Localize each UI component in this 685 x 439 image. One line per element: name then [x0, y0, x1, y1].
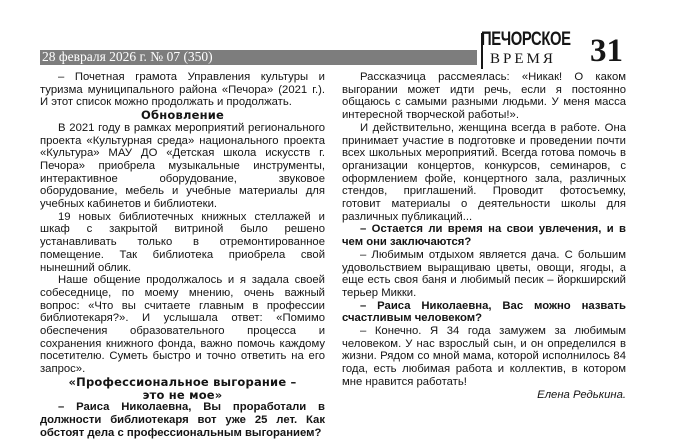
paragraph: 19 новых библиотечных книжных стеллажей и шкаф с закрытой витриной было решено устанавливать только в отремонтированное помещение. Так библиотека приобрела свой нынешний облик.	[40, 210, 325, 274]
page-number: 31	[590, 33, 623, 69]
paragraph: – Конечно. Я 34 года замужем за любимым человеком. У нас взрослый сын, и он определился в жизни. Рядом со мной мама, которой исполнилось 84 года, есть любимая работа и коллектив, в котором мне нравится работать!	[342, 325, 626, 388]
paragraph: – Почетная грамота Управления культуры и туризма муниципального района «Печора» (2021 г.). И этот список можно продолжать и продолжать.	[40, 71, 325, 109]
section-heading-line-2: это не мое»	[142, 387, 223, 402]
newspaper-logo	[481, 30, 601, 72]
paragraph: Наше общение продолжалось и я задала своей собеседнице, по моему мнению, очень важный вопрос: «Что вы считаете главным в профессии библиотекаря?». И услышала ответ: «Помимо обеспечения образовательного процесса и сохранения книжного фонда, важно помочь каждому посетителю. Суметь быстро и точно ответить на его запрос».	[40, 274, 325, 376]
author-signature: Елена Редькина.	[537, 389, 626, 401]
interview-question: – Раиса Николаевна, Вас можно назвать счастливым человеком?	[342, 299, 626, 325]
section-heading: Обновление	[141, 108, 224, 123]
issue-date: 28 февраля 2026 г. № 07 (350)	[42, 49, 213, 64]
logo-title-bottom: ВРЕМЯ	[490, 51, 556, 67]
article-column-left	[40, 71, 325, 439]
article-column-right	[342, 71, 626, 389]
section-heading-line-1: «Профессиональное выгорание –	[68, 374, 297, 389]
paragraph: Рассказчица рассмеялась: «Никак! О каком выгорании может идти речь, если я постоянно общаюсь с самыми разными людьми. У меня масса интересной творческой работы!».	[342, 71, 626, 122]
paragraph: И действительно, женщина всегда в работе. Она принимает участие в подготовке и проведении почти всех школьных мероприятий. Всегда готова помочь в организации концертов, конкурсов, семинаров, с оформлением фойе, концертного зала, различных стендов, приглашений. Проводит фотосъемку, готовит материалы о деятельности школы для различных публикаций...	[342, 121, 626, 223]
logo-title-top: ПЕЧОРСКОЕ	[481, 29, 571, 50]
interview-question: – Остается ли время на свои увлечения, и в чем они заключаются?	[342, 223, 626, 249]
paragraph: В 2021 году в рамках мероприятий регионального проекта «Культурная среда» национального проекта «Культура» МАУ ДО «Детская школа искусств г. Печора» приобрела музыкальные инструменты, интерактивное оборудование, звуковое оборудование, мебель и учебные материалы для учебных кабинетов и библиотеки.	[40, 121, 325, 211]
interview-question: – Раиса Николаевна, Вы проработали в должности библиотекаря вот уже 25 лет. Как обстоят дела с профессиональным выгоранием?	[40, 401, 325, 439]
paragraph: – Любимым отдыхом является дача. С большим удовольствием выращиваю цветы, овощи, ягоды, а еще есть своя баня и любимый песик – йоркширский терьер Микки.	[342, 248, 626, 299]
